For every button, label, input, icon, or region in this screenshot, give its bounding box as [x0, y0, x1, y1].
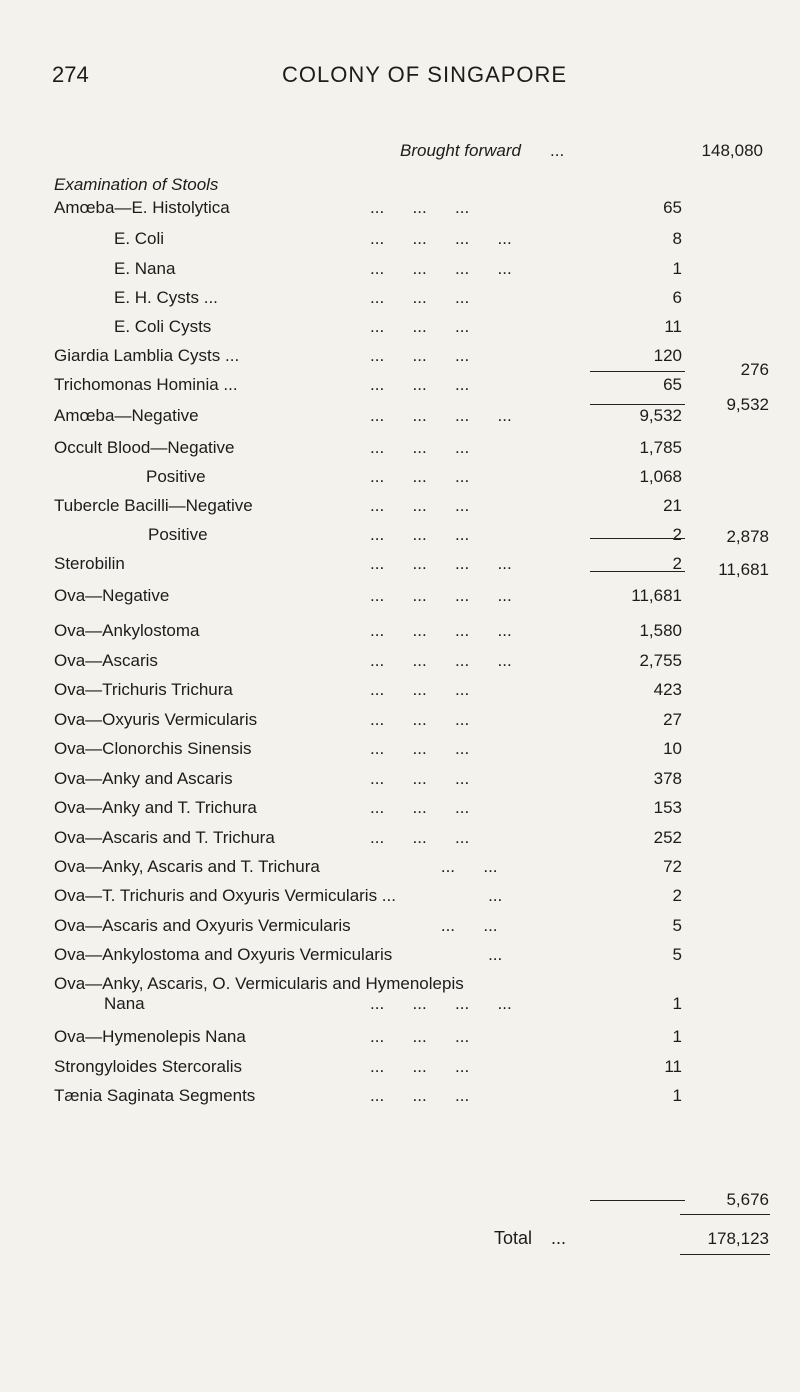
subtotal-value: 9,532	[726, 395, 769, 414]
row-label: Ova—Ankylostoma	[54, 621, 200, 640]
row-label: Ova—Clonorchis Sinensis	[54, 739, 252, 758]
row-leader-dots: ... ... ...	[370, 1057, 470, 1076]
row-label: Ova—Ascaris	[54, 651, 158, 670]
row-leader-dots: ... ... ...	[370, 798, 470, 817]
table-row	[0, 288, 800, 312]
total-rule-bottom	[680, 1254, 770, 1255]
page-number: 274	[52, 62, 89, 87]
row-value: 21	[663, 496, 682, 515]
row-label: Ova—Anky, Ascaris and T. Trichura	[54, 857, 320, 876]
row-value: 11	[664, 1057, 682, 1076]
table-row	[0, 621, 800, 645]
row-label: Ova—T. Trichuris and Oxyuris Vermicularis ...	[54, 886, 396, 905]
row-label: Tænia Saginata Segments	[54, 1086, 256, 1105]
row-value: 9,532	[639, 406, 682, 425]
row-value: 1	[672, 259, 682, 278]
row-label: Trichomonas Hominia ...	[54, 375, 238, 394]
row-leader-dots: ... ... ...	[370, 1027, 470, 1046]
row-leader-dots: ... ... ...	[370, 317, 470, 336]
row-leader-dots: ... ... ... ...	[370, 621, 512, 640]
row-label: Ova—Ascaris and T. Trichura	[54, 828, 275, 847]
row-value: 27	[663, 710, 682, 729]
row-label: E. Coli	[114, 229, 165, 248]
row-value: 65	[663, 375, 682, 394]
table-row	[0, 406, 800, 430]
row-leader-dots: ... ... ...	[370, 680, 470, 699]
row-leader-dots: ... ... ...	[370, 346, 470, 365]
subtotal-value: 5,676	[726, 1190, 769, 1209]
row-value: 11	[664, 317, 682, 336]
row-label: Ova—Anky, Ascaris, O. Vermicularis and Hymenolepis	[54, 974, 464, 993]
row-leader-dots: ... ... ... ...	[370, 651, 512, 670]
table-row	[0, 554, 800, 578]
row-leader-dots: ...	[370, 886, 503, 905]
table-row	[0, 857, 800, 881]
table-row	[0, 496, 800, 520]
row-leader-dots: ...	[370, 945, 503, 964]
row-value: 2,755	[639, 651, 682, 670]
row-leader-dots: ... ... ...	[370, 525, 470, 544]
row-label: E. Nana	[114, 259, 176, 278]
row-value: 6	[672, 288, 682, 307]
row-value: 1,068	[639, 467, 682, 486]
row-value: 11,681	[631, 586, 682, 605]
table-row	[0, 798, 800, 822]
table-row	[0, 1086, 800, 1110]
row-label: Ova—Ankylostoma and Oxyuris Vermicularis	[54, 945, 393, 964]
row-leader-dots: ... ... ... ...	[370, 259, 512, 278]
table-row	[0, 739, 800, 763]
row-leader-dots: ... ...	[370, 916, 498, 935]
row-value: 120	[653, 346, 682, 365]
table-row	[0, 346, 800, 370]
row-value: 1	[672, 994, 682, 1013]
row-label: Ova—Trichuris Trichura	[54, 680, 233, 699]
row-value: 2	[672, 554, 682, 573]
table-row	[0, 916, 800, 940]
row-leader-dots: ... ... ...	[370, 467, 470, 486]
table-row	[0, 259, 800, 283]
row-leader-dots: ... ... ...	[370, 198, 470, 217]
table-row	[0, 710, 800, 734]
row-leader-dots: ... ... ...	[370, 375, 470, 394]
row-label: Amœba—Negative	[54, 406, 199, 425]
row-leader-dots: ... ... ... ...	[370, 586, 512, 605]
row-label: Ova—Anky and T. Trichura	[54, 798, 257, 817]
rule-4	[590, 571, 685, 572]
row-label: E. H. Cysts ...	[114, 288, 218, 307]
table-row	[0, 525, 800, 549]
table-row	[0, 1027, 800, 1051]
table-row	[0, 680, 800, 704]
table-row	[0, 229, 800, 253]
table-row	[0, 438, 800, 462]
row-leader-dots: ... ... ...	[370, 288, 470, 307]
row-label: Tubercle Bacilli—Negative	[54, 496, 253, 515]
row-leader-dots: ... ... ...	[370, 496, 470, 515]
table-row	[0, 994, 800, 1018]
row-label: Ova—Oxyuris Vermicularis	[54, 710, 258, 729]
row-label: Nana	[104, 994, 145, 1013]
row-value: 2	[672, 525, 682, 544]
row-value: 65	[663, 198, 682, 217]
row-label: Ova—Anky and Ascaris	[54, 769, 233, 788]
row-label: E. Coli Cysts	[114, 317, 212, 336]
table-row	[0, 1057, 800, 1081]
page-header-title: COLONY OF SINGAPORE	[282, 62, 568, 87]
row-leader-dots: ... ... ...	[370, 710, 470, 729]
brought-forward-value: 148,080	[701, 141, 763, 160]
section-title: Examination of Stools	[54, 175, 219, 194]
row-value: 1,580	[639, 621, 682, 640]
row-leader-dots: ... ... ...	[370, 739, 470, 758]
rule-3	[590, 538, 685, 539]
row-label: Positive	[146, 467, 206, 486]
table-row	[0, 375, 800, 399]
row-value: 1,785	[639, 438, 682, 457]
total-dots: ...	[551, 1228, 567, 1248]
table-row	[0, 651, 800, 675]
rule-2	[590, 404, 685, 405]
row-label: Strongyloides Stercoralis	[54, 1057, 243, 1076]
total-label: Total	[494, 1228, 533, 1248]
brought-forward-label: Brought forward	[400, 141, 521, 160]
row-label: Occult Blood—Negative	[54, 438, 235, 457]
table-row	[0, 828, 800, 852]
row-leader-dots: ... ... ...	[370, 828, 470, 847]
row-leader-dots: ... ... ...	[370, 1086, 470, 1105]
row-label: Positive	[148, 525, 208, 544]
row-value: 5	[672, 945, 682, 964]
subtotal-value: 2,878	[726, 527, 769, 546]
row-value: 72	[663, 857, 682, 876]
table-row	[0, 769, 800, 793]
table-row	[0, 945, 800, 969]
row-leader-dots: ... ...	[370, 857, 498, 876]
table-row	[0, 198, 800, 222]
row-leader-dots: ... ... ... ...	[370, 994, 512, 1013]
row-value: 252	[653, 828, 682, 847]
row-label: Giardia Lamblia Cysts ...	[54, 346, 240, 365]
row-label: Ova—Negative	[54, 586, 170, 605]
row-value: 378	[653, 769, 682, 788]
row-value: 10	[663, 739, 682, 758]
row-label: Amœba—E. Histolytica	[54, 198, 230, 217]
row-label: Sterobilin	[54, 554, 125, 573]
row-label: Ova—Ascaris and Oxyuris Vermicularis	[54, 916, 351, 935]
subtotal-value: 11,681	[718, 560, 769, 579]
row-value: 5	[672, 916, 682, 935]
row-value: 153	[653, 798, 682, 817]
total-rule-top	[680, 1214, 770, 1215]
total-value: 178,123	[707, 1229, 769, 1248]
row-value: 423	[653, 680, 682, 699]
rule-1	[590, 371, 685, 372]
row-leader-dots: ... ... ... ...	[370, 229, 512, 248]
row-value: 1	[672, 1086, 682, 1105]
row-leader-dots: ... ... ...	[370, 438, 470, 457]
rule-5	[590, 1200, 685, 1201]
row-value: 2	[672, 886, 682, 905]
brought-forward-dots: ...	[550, 141, 565, 160]
row-label: Ova—Hymenolepis Nana	[54, 1027, 246, 1046]
row-leader-dots: ... ... ... ...	[370, 554, 512, 573]
table-row	[0, 317, 800, 341]
table-row	[0, 467, 800, 491]
table-row	[0, 886, 800, 910]
table-row	[0, 586, 800, 610]
subtotal-value: 276	[740, 360, 769, 379]
row-value: 1	[672, 1027, 682, 1046]
row-value: 8	[672, 229, 682, 248]
row-leader-dots: ... ... ...	[370, 769, 470, 788]
row-leader-dots: ... ... ... ...	[370, 406, 512, 425]
